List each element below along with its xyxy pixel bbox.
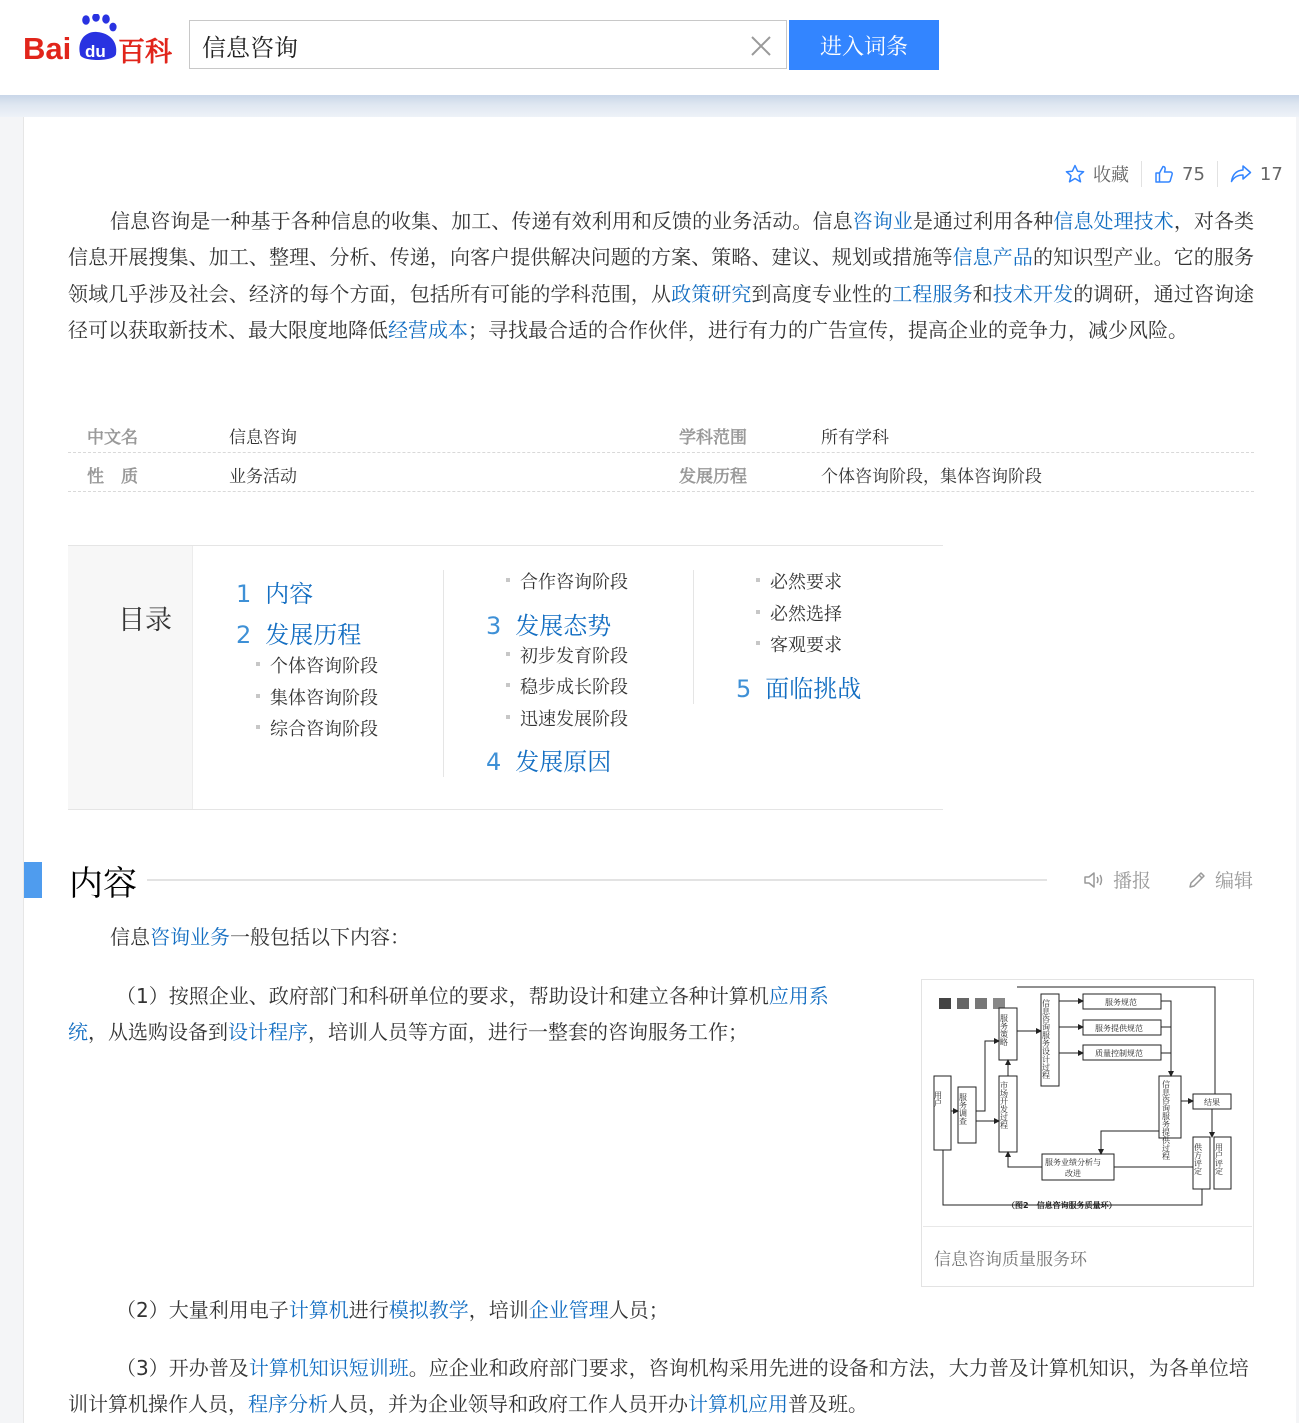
baidu-baike-logo[interactable]: [22, 14, 176, 66]
share-button[interactable]: [1230, 164, 1283, 185]
link-consulting-industry[interactable]: 咨询业: [852, 209, 913, 233]
svg-text:du: du: [85, 42, 106, 61]
toc-item-content[interactable]: [236, 574, 313, 609]
info-value: 信息咨询: [229, 428, 297, 448]
svg-text:供方评定: 供方评定: [1193, 1143, 1203, 1175]
table-of-contents: [68, 545, 943, 810]
info-value: 所有学科: [821, 428, 889, 448]
link-computer-application[interactable]: 计算机应用: [688, 1392, 788, 1416]
text: 人员；: [608, 1298, 669, 1322]
toc-subitem[interactable]: 综合咨询阶段: [270, 715, 378, 741]
toc-label: 内容: [265, 580, 314, 608]
edit-button[interactable]: [1187, 866, 1253, 893]
text: （2）大量利用电子: [116, 1298, 289, 1322]
svg-text:信息咨询服务设计过程: 信息咨询服务设计过程: [1041, 999, 1051, 1079]
svg-text:用户: 用户: [933, 1091, 943, 1107]
entry-summary: [68, 203, 1254, 348]
svg-text:改进: 改进: [1065, 1169, 1081, 1178]
info-row: [68, 414, 1254, 453]
share-count: 17: [1259, 163, 1283, 185]
summary-text: ；寻找最合适的合作伙伴，进行有力的广告宣传，提高企业的竞争力，减少风险。: [468, 317, 1188, 342]
like-button[interactable]: [1154, 164, 1205, 185]
text: 人员，并为企业领导和政府工作人员开办: [328, 1392, 688, 1416]
text: 信息: [110, 925, 150, 949]
toc-item-challenges[interactable]: [736, 669, 861, 704]
summary-text: 的调研，通过咨询途径可以获取新技术、最大限度地降低: [68, 281, 1255, 342]
toolbar-icons: [939, 998, 1005, 1009]
link-operating-cost[interactable]: 经营成本: [388, 317, 468, 342]
toc-subitem[interactable]: 必然要求: [770, 568, 842, 594]
summary-text: 和: [972, 281, 993, 306]
basic-info-table: [68, 414, 1254, 492]
header: [0, 0, 1299, 95]
figure-caption: 信息咨询质量服务环: [934, 1250, 1087, 1270]
left-rail: [0, 117, 24, 1423]
toc-number: 2: [236, 621, 252, 649]
paragraph: [110, 919, 410, 955]
text: 进行: [348, 1298, 389, 1322]
service-quality-loop-diagram[interactable]: [923, 981, 1252, 1227]
link-engineering-services[interactable]: 工程服务: [892, 281, 973, 306]
thumbs-up-icon: [1154, 164, 1174, 184]
link-tech-development[interactable]: 技术开发: [992, 281, 1074, 306]
svg-text:Bai: Bai: [23, 31, 72, 66]
toc-item-history[interactable]: [236, 615, 361, 650]
toc-subitem[interactable]: 迅速发展阶段: [520, 705, 628, 731]
toc-number: 1: [236, 580, 252, 608]
paragraph: [68, 978, 868, 1050]
toc-subitem[interactable]: 初步发育阶段: [520, 642, 628, 668]
svg-text:服务调查: 服务调查: [958, 1093, 968, 1125]
text: ，培训人员等方面，进行一整套的咨询服务工作；: [308, 1020, 748, 1044]
summary-text: 是通过利用各种: [912, 209, 1054, 233]
toc-subitem[interactable]: 合作咨询阶段: [520, 568, 628, 594]
entry-actions: [1065, 160, 1283, 188]
summary-text: ，对各类信息开展搜集、加工、整理、分析、传递，向客户提供解决问题的方案、策略、建议、规划或措施等: [68, 209, 1255, 270]
text: 普及班。: [788, 1392, 868, 1416]
link-consulting-business[interactable]: 咨询业务: [150, 925, 230, 949]
paragraph: [68, 1350, 1254, 1422]
speaker-icon: [1083, 870, 1105, 890]
favorite-label: 收藏: [1093, 165, 1129, 186]
share-icon: [1230, 164, 1252, 184]
svg-text:用户评定: 用户评定: [1214, 1143, 1224, 1175]
summary-text: 信息咨询是一种基于各种信息的收集、加工、传递有效利用和反馈的业务活动。信息: [110, 209, 853, 233]
toc-side: [68, 546, 193, 809]
toc-subitem[interactable]: 个体咨询阶段: [270, 652, 378, 678]
divider: [1141, 161, 1142, 187]
broadcast-button[interactable]: [1083, 866, 1151, 893]
text: （3）开办普及: [116, 1356, 249, 1380]
edit-label: 编辑: [1215, 870, 1254, 892]
toc-item-trend[interactable]: [486, 606, 611, 641]
svg-text:服务提供规范: 服务提供规范: [1095, 1024, 1143, 1033]
svg-text:百科: 百科: [118, 37, 172, 66]
search-input[interactable]: [202, 29, 722, 61]
divider: [443, 570, 444, 777]
text: 。应企业和政府部门要求，咨询机构采用先进的设备和方法，大力普及计算机知识，为各单位培训计算机操作人员，: [68, 1356, 1249, 1416]
broadcast-label: 播报: [1113, 870, 1152, 892]
svg-text:服务业绩分析与: 服务业绩分析与: [1045, 1158, 1101, 1167]
clear-icon[interactable]: [750, 35, 772, 57]
svg-text:市场开发过程: 市场开发过程: [999, 1081, 1009, 1129]
toc-number: 5: [736, 675, 752, 703]
toc-label: 发展态势: [515, 612, 612, 640]
svg-text:服务规范: 服务规范: [1105, 998, 1137, 1007]
link-info-products[interactable]: 信息产品: [952, 245, 1033, 270]
section-marker: [24, 862, 42, 898]
info-label: 学科范围: [679, 428, 747, 448]
info-value: 个体咨询阶段，集体咨询阶段: [821, 467, 1042, 487]
text: （1）按照企业、政府部门和科研单位的要求，帮助设计和建立各种计算机: [116, 984, 769, 1008]
toc-subitem[interactable]: 必然选择: [770, 600, 842, 626]
figure[interactable]: [921, 979, 1254, 1287]
pencil-icon: [1187, 870, 1207, 890]
link-computer[interactable]: 计算机: [288, 1298, 349, 1322]
info-value: 业务活动: [229, 467, 297, 487]
link-computer-training-course[interactable]: 计算机知识短训班: [248, 1356, 409, 1380]
info-row: [68, 453, 1254, 492]
link-program-analysis[interactable]: 程序分析: [248, 1392, 328, 1416]
info-label: 发展历程: [679, 467, 747, 487]
text: ，培训: [468, 1298, 529, 1322]
toc-subitem[interactable]: 集体咨询阶段: [270, 684, 378, 710]
section-divider: [147, 879, 1047, 881]
divider: [693, 570, 694, 704]
toc-number: 4: [486, 748, 502, 776]
paragraph: [116, 1292, 669, 1328]
like-count: 75: [1182, 163, 1205, 185]
toc-subitem[interactable]: 稳步成长阶段: [520, 673, 628, 699]
toc-subitem[interactable]: 客观要求: [770, 631, 842, 657]
svg-text:结果: 结果: [1204, 1098, 1220, 1107]
text: 一般包括以下内容：: [230, 925, 410, 949]
divider: [1217, 161, 1218, 187]
header-shadow: [0, 95, 1299, 117]
toc-label: 发展原因: [515, 748, 612, 776]
toc-title: 目录: [118, 605, 172, 636]
link-info-processing-tech[interactable]: 信息处理技术: [1053, 209, 1174, 233]
section-title: 内容: [69, 864, 137, 904]
link-simulation-teaching[interactable]: 模拟教学: [388, 1298, 469, 1322]
svg-text:（图2 信息咨询服务质量环）: （图2 信息咨询服务质量环）: [1007, 1201, 1117, 1210]
text: ，从选购设备到: [88, 1020, 228, 1044]
link-enterprise-management[interactable]: 企业管理: [528, 1298, 609, 1322]
toc-label: 面临挑战: [765, 675, 862, 703]
toc-label: 发展历程: [265, 621, 362, 649]
link-policy-research[interactable]: 政策研究: [671, 281, 752, 306]
star-icon: [1065, 164, 1085, 184]
toc-number: 3: [486, 612, 502, 640]
summary-text: 的知识型产业。它的服务领域几乎涉及社会、经济的每个方面，包括所有可能的学科范围，从: [68, 245, 1255, 306]
info-label: 中文名: [87, 428, 138, 448]
link-application-system[interactable]: 应用系统: [68, 984, 829, 1044]
svg-text:信息咨询服务提供过程: 信息咨询服务提供过程: [1161, 1080, 1171, 1160]
enter-entry-button[interactable]: 进入词条: [789, 20, 939, 70]
summary-text: 到高度专业性的: [751, 281, 893, 306]
toc-item-reasons[interactable]: [486, 742, 611, 777]
info-label: 性 质: [87, 467, 138, 487]
svg-text:质量控制规范: 质量控制规范: [1095, 1049, 1143, 1058]
search-box[interactable]: [189, 20, 787, 69]
favorite-button[interactable]: [1065, 161, 1129, 187]
link-design-program[interactable]: 设计程序: [228, 1020, 308, 1044]
svg-text:服务策略: 服务策略: [999, 1014, 1009, 1046]
